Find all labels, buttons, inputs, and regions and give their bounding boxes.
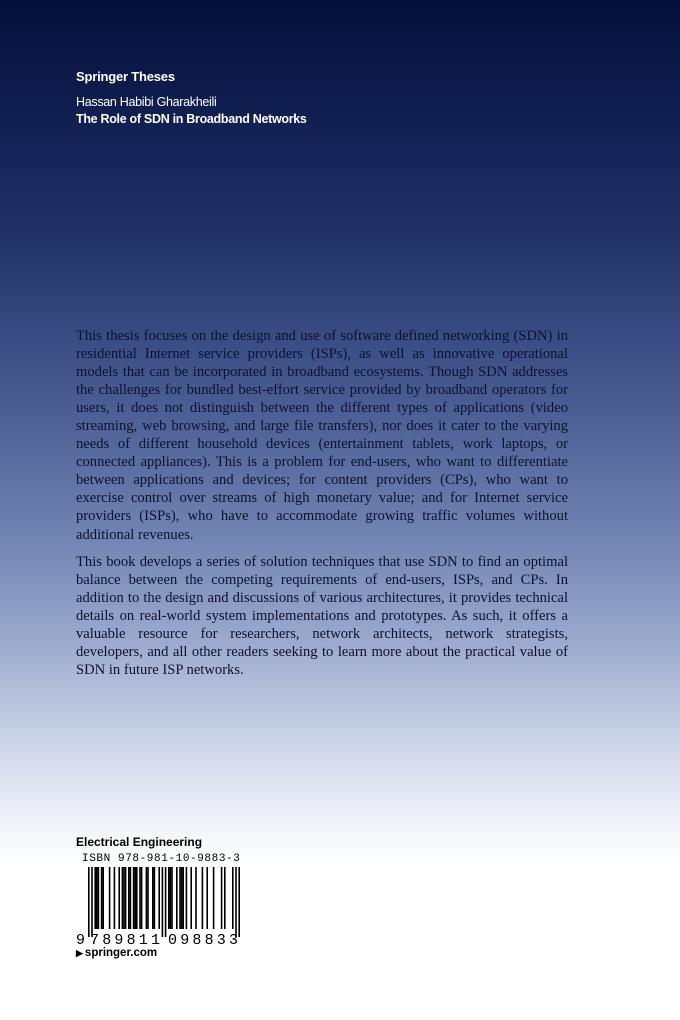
barcode-bar <box>128 867 130 929</box>
abstract <box>76 327 568 688</box>
triangle-arrow-icon: ▶ <box>76 948 83 958</box>
barcode-bar <box>139 867 141 929</box>
barcode-bar <box>168 867 170 929</box>
barcode-bar <box>186 867 188 929</box>
barcode-bar <box>235 867 237 937</box>
barcode-bar <box>158 867 160 929</box>
barcode-bar <box>224 867 226 929</box>
author-name: Hassan Habibi Gharakheili <box>76 95 217 109</box>
barcode-bar <box>147 867 149 929</box>
isbn-label: ISBN 978-981-10-9883-3 <box>82 853 241 865</box>
barcode-right-digits: 098833 <box>168 932 238 945</box>
barcode-bar <box>118 867 120 929</box>
barcode-bar <box>134 867 136 929</box>
barcode-bar <box>125 867 127 929</box>
barcode-left-digits: 789811 <box>90 932 160 945</box>
barcode-bar <box>114 867 116 929</box>
isbn-barcode <box>76 853 250 945</box>
barcode-bar <box>232 867 234 929</box>
barcode-bar <box>202 867 204 929</box>
abstract-paragraph-2: This book develops a series of solution techniques that use SDN to find an optimal balance between the competing requirements of end-users, ISPs, and CPs. In addition to the design and discussions of various architectures, it provides technical details on real-world system implementations and prototypes. As such, it offers a valuable resource for researchers, network architects, network strategists, developers, and all other readers seeking to learn more about the practical value of SDN in future ISP networks. <box>76 553 568 678</box>
barcode-bar <box>146 867 148 929</box>
barcode-bar <box>238 867 240 937</box>
subject-category: Electrical Engineering <box>76 835 203 849</box>
barcode-bar <box>109 867 111 929</box>
barcode-bar <box>206 867 208 929</box>
series-title: Springer Theses <box>76 69 175 84</box>
barcode-bar <box>162 867 164 937</box>
barcode-bar <box>88 867 90 937</box>
barcode-bar <box>96 867 98 929</box>
barcode-bar <box>136 867 138 929</box>
barcode-bar <box>122 867 124 929</box>
barcode-bar <box>133 867 135 929</box>
website <box>76 947 157 959</box>
barcode-bar <box>152 867 154 929</box>
barcode-bar <box>141 867 143 929</box>
barcode-bar <box>154 867 156 929</box>
barcode-bar <box>179 867 181 929</box>
barcode-bar <box>176 867 178 929</box>
barcode-bar <box>101 867 103 929</box>
abstract-paragraph-1: This thesis focuses on the design and use of software defined networking (SDN) in residential Internet service providers (ISPs), as well as innovative operational models that can be incorporated in broadband ecosystems. Though SDN addresses the challenges for bundled best-effort service provided by broadband operators for users, it does not distinguish between the different types of applications (video streaming, web browsing, and large file transfers), nor does it cater to the varying needs of different household devices (entertainment tablets, work laptops, or connected appliances). This is a problem for end-users, who want to differentiate between applications and devices; for content providers (CPs), who want to exercise control over streams of high monetary value; and for Internet service providers (ISPs), who have to accommodate growing traffic volumes without additional revenues. <box>76 328 568 543</box>
barcode-first-digit: 9 <box>76 932 86 945</box>
barcode-bar <box>94 867 96 929</box>
barcode-image <box>76 867 250 945</box>
barcode-bar <box>165 867 167 937</box>
barcode-bar <box>102 867 104 929</box>
barcode-bar <box>195 867 197 929</box>
barcode-bar <box>182 867 184 929</box>
barcode-bar <box>213 867 215 929</box>
barcode-bar <box>98 867 100 929</box>
barcode-bar <box>190 867 192 929</box>
barcode-bar <box>171 867 173 929</box>
barcode-bar <box>181 867 183 929</box>
barcode-bar <box>91 867 93 937</box>
barcode-bar <box>130 867 132 929</box>
website-url: springer.com <box>84 947 158 959</box>
barcode-bar <box>221 867 223 929</box>
barcode-bar <box>123 867 125 929</box>
book-title: The Role of SDN in Broadband Networks <box>76 112 307 126</box>
barcode-bar <box>170 867 172 929</box>
